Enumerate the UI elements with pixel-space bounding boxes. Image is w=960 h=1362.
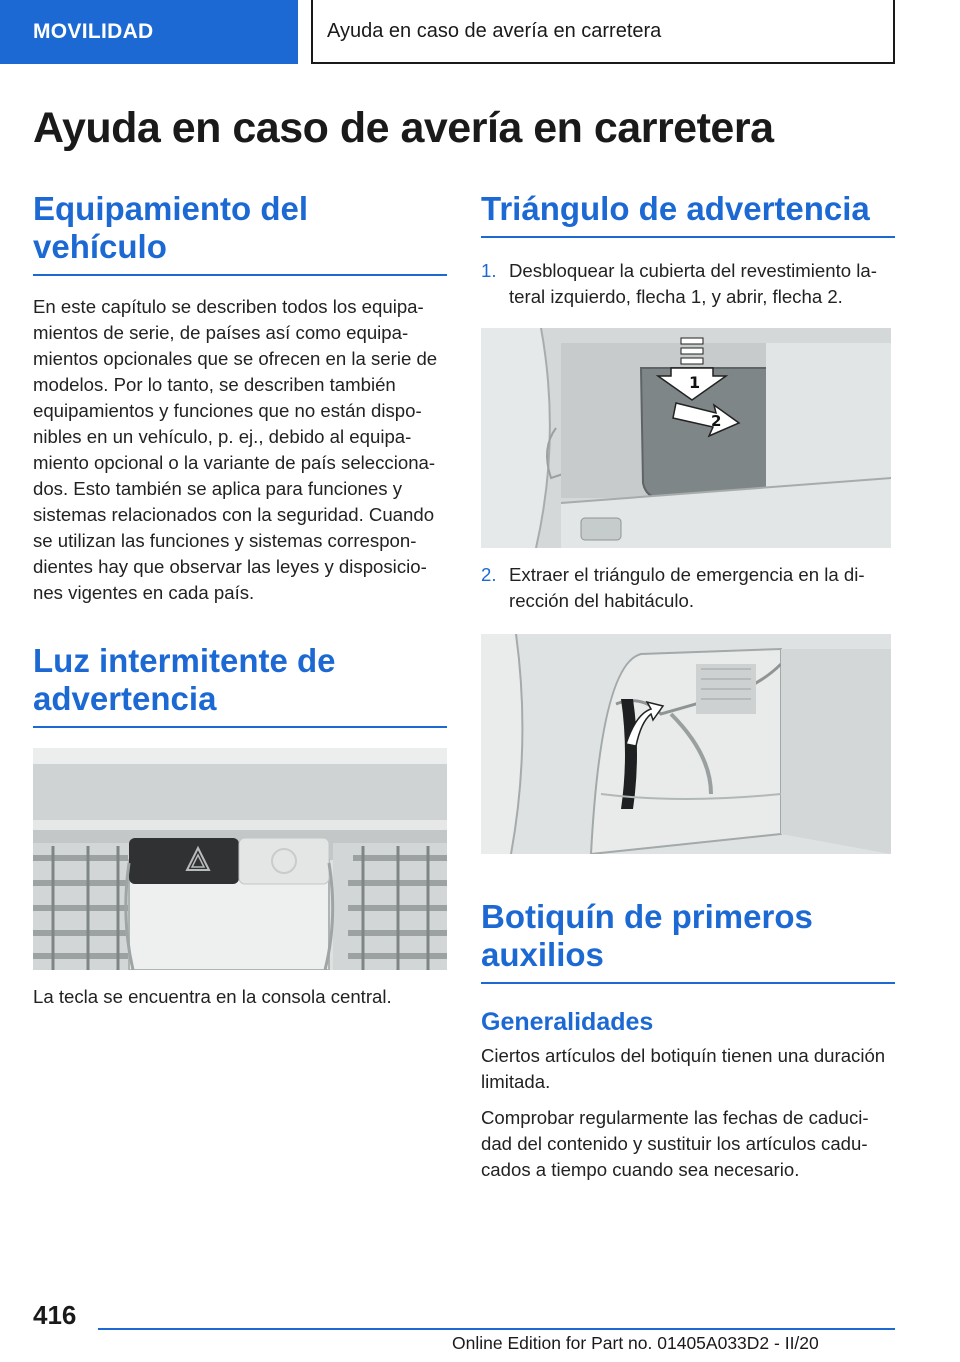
step-text [509, 258, 895, 310]
page-number: 416 [33, 1300, 77, 1330]
arrow-label-2: 2 [711, 412, 722, 430]
equipment-line: mientos opcionales que se ofrecen en la serie de [33, 348, 438, 369]
footer-edition-text: Online Edition for Part no. 01405A033D2 - II/20 [452, 1333, 819, 1353]
step-line: Desbloquear la cubierta del revestimiento la- [509, 260, 877, 281]
general-subheading: Generalidades [481, 1008, 654, 1036]
step-line: teral izquierdo, flecha 1, y abrir, flecha 2. [509, 286, 843, 307]
equipment-line: sistemas relacionados con la seguridad. Cuando [33, 504, 435, 525]
header-section-tab: MOVILIDAD [0, 0, 298, 64]
firstaid-heading-line: auxilios [481, 936, 604, 973]
left-column [33, 190, 447, 1010]
hazard-switch-photo [33, 748, 447, 970]
equipment-line: mientos de serie, de países así como equipa- [33, 322, 409, 343]
equipment-line: nibles en un vehículo, p. ej., debido al equipa- [33, 426, 412, 447]
step-1 [481, 258, 895, 310]
page-title: Ayuda en caso de avería en carretera [33, 104, 774, 152]
hazard-heading-line: advertencia [33, 680, 217, 717]
footer-divider [98, 1328, 895, 1330]
step-2 [481, 562, 895, 614]
firstaid-line: dad del contenido y sustituir los artículos cadu- [481, 1133, 868, 1154]
firstaid-line: cados a tiempo cuando sea necesario. [481, 1159, 800, 1180]
side-panel-cover-photo [481, 328, 891, 548]
triangle-heading: Triángulo de advertencia [481, 190, 895, 238]
equipment-line: dos. Esto también se aplica para funciones y [33, 478, 402, 499]
hazard-heading-line: Luz intermitente de [33, 642, 336, 679]
step-number: 2. [481, 564, 497, 585]
equipment-paragraph [33, 294, 447, 606]
firstaid-line: Comprobar regularmente las fechas de caduci- [481, 1107, 869, 1128]
firstaid-heading [481, 898, 895, 984]
firstaid-paragraph-2 [481, 1105, 895, 1183]
firstaid-paragraph-1 [481, 1043, 895, 1095]
equipment-line: nes vigentes en cada país. [33, 582, 255, 603]
equipment-line: se utilizan las funciones y sistemas correspon- [33, 530, 417, 551]
right-column [481, 190, 895, 1183]
header-chapter-title: Ayuda en caso de avería en carretera [311, 0, 895, 64]
hazard-caption: La tecla se encuentra en la consola central. [33, 986, 392, 1007]
step-text [509, 562, 895, 614]
step-line: rección del habitáculo. [509, 590, 695, 611]
equipment-line: equipamientos y funciones que no están dispo- [33, 400, 422, 421]
hazard-heading [33, 642, 447, 728]
firstaid-line: Ciertos artículos del botiquín tienen una duración [481, 1045, 886, 1066]
firstaid-heading-line: Botiquín de primeros [481, 898, 813, 935]
step-line: Extraer el triángulo de emergencia en la di- [509, 564, 865, 585]
step-number: 1. [481, 260, 497, 281]
triangle-removal-photo [481, 634, 891, 854]
firstaid-line: limitada. [481, 1071, 551, 1092]
equipment-line: En este capítulo se describen todos los equipa- [33, 296, 424, 317]
arrow-label-1: 1 [689, 373, 701, 392]
equipment-line: modelos. Por lo tanto, se describen también [33, 374, 396, 395]
equipment-line: miento opcional o la variante de país selecciona- [33, 452, 436, 473]
equipment-heading: Equipamiento del vehículo [33, 190, 447, 276]
equipment-line: dientes hay que observar las leyes y disposicio- [33, 556, 427, 577]
